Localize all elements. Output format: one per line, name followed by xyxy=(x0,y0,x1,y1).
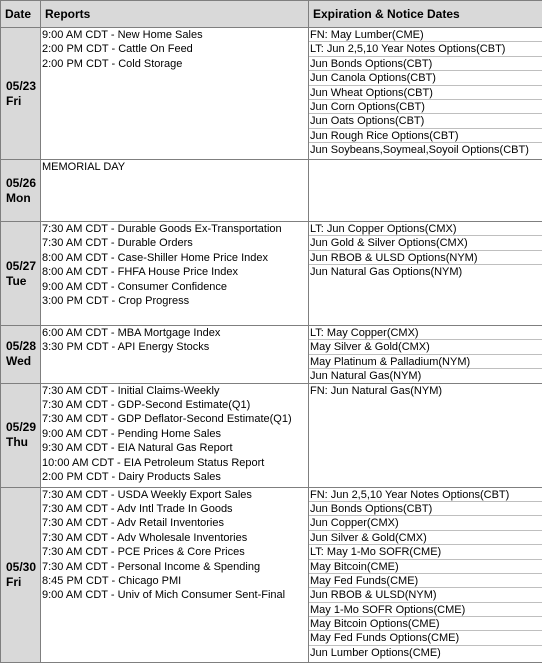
report-item: 7:30 AM CDT - Adv Wholesale Inventories xyxy=(41,531,308,545)
report-item: 3:30 PM CDT - API Energy Stocks xyxy=(41,340,308,354)
reports-cell xyxy=(41,28,309,160)
weekday-label: Fri xyxy=(6,94,40,109)
expiration-item: May Silver & Gold(CMX) xyxy=(309,340,542,354)
report-item: 7:30 AM CDT - Durable Goods Ex-Transportation xyxy=(41,222,308,236)
reports-cell xyxy=(41,326,309,384)
expiration-item: LT: Jun Copper Options(CMX) xyxy=(309,222,542,236)
expiration-item: LT: May 1-Mo SOFR(CME) xyxy=(309,545,542,559)
reports-cell xyxy=(41,383,309,487)
weekday-label: Fri xyxy=(6,575,40,590)
date-cell xyxy=(1,487,41,662)
expiration-item: May Bitcoin(CME) xyxy=(309,560,542,574)
expiration-cell xyxy=(309,487,542,662)
date-cell xyxy=(1,28,41,160)
expiration-item: Jun Gold & Silver Options(CMX) xyxy=(309,236,542,250)
expiration-item: Jun Oats Options(CBT) xyxy=(309,114,542,128)
report-item: 7:30 AM CDT - Personal Income & Spending xyxy=(41,560,308,574)
report-item: 7:30 AM CDT - GDP Deflator-Second Estimate(Q1) xyxy=(41,412,308,426)
report-item: 2:00 PM CDT - Dairy Products Sales xyxy=(41,470,308,484)
expiration-item: May Fed Funds(CME) xyxy=(309,574,542,588)
expiration-item: Jun Copper(CMX) xyxy=(309,516,542,530)
report-item: 2:00 PM CDT - Cold Storage xyxy=(41,57,308,71)
weekday-label: Thu xyxy=(6,435,40,450)
date-label: 05/29 xyxy=(6,420,40,435)
weekday-label: Tue xyxy=(6,274,40,289)
report-item: 7:30 AM CDT - Durable Orders xyxy=(41,236,308,250)
report-item: 2:00 PM CDT - Cattle On Feed xyxy=(41,42,308,56)
report-item: 7:30 AM CDT - GDP-Second Estimate(Q1) xyxy=(41,398,308,412)
date-label: 05/27 xyxy=(6,259,40,274)
reports-cell xyxy=(41,222,309,326)
report-item: 7:30 AM CDT - USDA Weekly Export Sales xyxy=(41,488,308,502)
reports-cell xyxy=(41,487,309,662)
header-reports: Reports xyxy=(41,1,309,28)
report-item: 8:00 AM CDT - FHFA House Price Index xyxy=(41,265,308,279)
expiration-item: LT: May Copper(CMX) xyxy=(309,326,542,340)
expiration-item: Jun Lumber Options(CME) xyxy=(309,646,542,659)
expiration-item: Jun RBOB & ULSD Options(NYM) xyxy=(309,251,542,265)
report-item: 8:00 AM CDT - Case-Shiller Home Price Index xyxy=(41,251,308,265)
expiration-item: Jun Soybeans,Soymeal,Soyoil Options(CBT) xyxy=(309,143,542,156)
expiration-item: Jun Natural Gas(NYM) xyxy=(309,369,542,382)
header-expiration: Expiration & Notice Dates xyxy=(309,1,542,28)
expiration-item: FN: May Lumber(CME) xyxy=(309,28,542,42)
expiration-item: Jun Silver & Gold(CMX) xyxy=(309,531,542,545)
report-item: 8:45 PM CDT - Chicago PMI xyxy=(41,574,308,588)
header-date: Date xyxy=(1,1,41,28)
expiration-item: May Fed Funds Options(CME) xyxy=(309,631,542,645)
date-label: 05/26 xyxy=(6,176,40,191)
table-row xyxy=(1,383,542,487)
report-item: 7:30 AM CDT - PCE Prices & Core Prices xyxy=(41,545,308,559)
expiration-item: Jun Corn Options(CBT) xyxy=(309,100,542,114)
expiration-item: LT: Jun 2,5,10 Year Notes Options(CBT) xyxy=(309,42,542,56)
table-row xyxy=(1,28,542,160)
report-item: 7:30 AM CDT - Adv Retail Inventories xyxy=(41,516,308,530)
expiration-cell xyxy=(309,326,542,384)
date-cell xyxy=(1,383,41,487)
expiration-cell xyxy=(309,383,542,487)
table-row xyxy=(1,222,542,326)
report-item: 9:00 AM CDT - Consumer Confidence xyxy=(41,280,308,294)
expiration-item: Jun RBOB & ULSD(NYM) xyxy=(309,588,542,602)
expiration-item: Jun Natural Gas Options(NYM) xyxy=(309,265,542,278)
report-item: 9:00 AM CDT - New Home Sales xyxy=(41,28,308,42)
report-item: 7:30 AM CDT - Adv Intl Trade In Goods xyxy=(41,502,308,516)
report-item: 6:00 AM CDT - MBA Mortgage Index xyxy=(41,326,308,340)
expiration-cell xyxy=(309,160,542,222)
date-label: 05/23 xyxy=(6,79,40,94)
report-item: 10:00 AM CDT - EIA Petroleum Status Report xyxy=(41,456,308,470)
expiration-item: Jun Rough Rice Options(CBT) xyxy=(309,129,542,143)
table-row xyxy=(1,326,542,384)
expiration-item: Jun Wheat Options(CBT) xyxy=(309,86,542,100)
reports-cell xyxy=(41,160,309,222)
expiration-item: Jun Bonds Options(CBT) xyxy=(309,502,542,516)
expiration-cell xyxy=(309,28,542,160)
weekday-label: Wed xyxy=(6,354,40,369)
date-label: 05/28 xyxy=(6,339,40,354)
report-item: 9:30 AM CDT - EIA Natural Gas Report xyxy=(41,441,308,455)
expiration-item: Jun Bonds Options(CBT) xyxy=(309,57,542,71)
date-label: 05/30 xyxy=(6,560,40,575)
weekday-label: Mon xyxy=(6,191,40,206)
expiration-item: May Platinum & Palladium(NYM) xyxy=(309,355,542,369)
report-item: MEMORIAL DAY xyxy=(41,160,308,174)
table-row xyxy=(1,160,542,222)
expiration-item: FN: Jun 2,5,10 Year Notes Options(CBT) xyxy=(309,488,542,502)
report-item: 3:00 PM CDT - Crop Progress xyxy=(41,294,308,308)
expiration-item: May Bitcoin Options(CME) xyxy=(309,617,542,631)
date-cell xyxy=(1,160,41,222)
header-row xyxy=(1,1,542,28)
report-item: 9:00 AM CDT - Univ of Mich Consumer Sent-Final xyxy=(41,588,308,602)
expiration-item: May 1-Mo SOFR Options(CME) xyxy=(309,603,542,617)
table-row xyxy=(1,487,542,662)
expiration-item: Jun Canola Options(CBT) xyxy=(309,71,542,85)
date-cell xyxy=(1,222,41,326)
report-item: 7:30 AM CDT - Initial Claims-Weekly xyxy=(41,384,308,398)
expiration-cell xyxy=(309,222,542,326)
report-item: 9:00 AM CDT - Pending Home Sales xyxy=(41,427,308,441)
expiration-item: FN: Jun Natural Gas(NYM) xyxy=(309,384,542,397)
date-cell xyxy=(1,326,41,384)
